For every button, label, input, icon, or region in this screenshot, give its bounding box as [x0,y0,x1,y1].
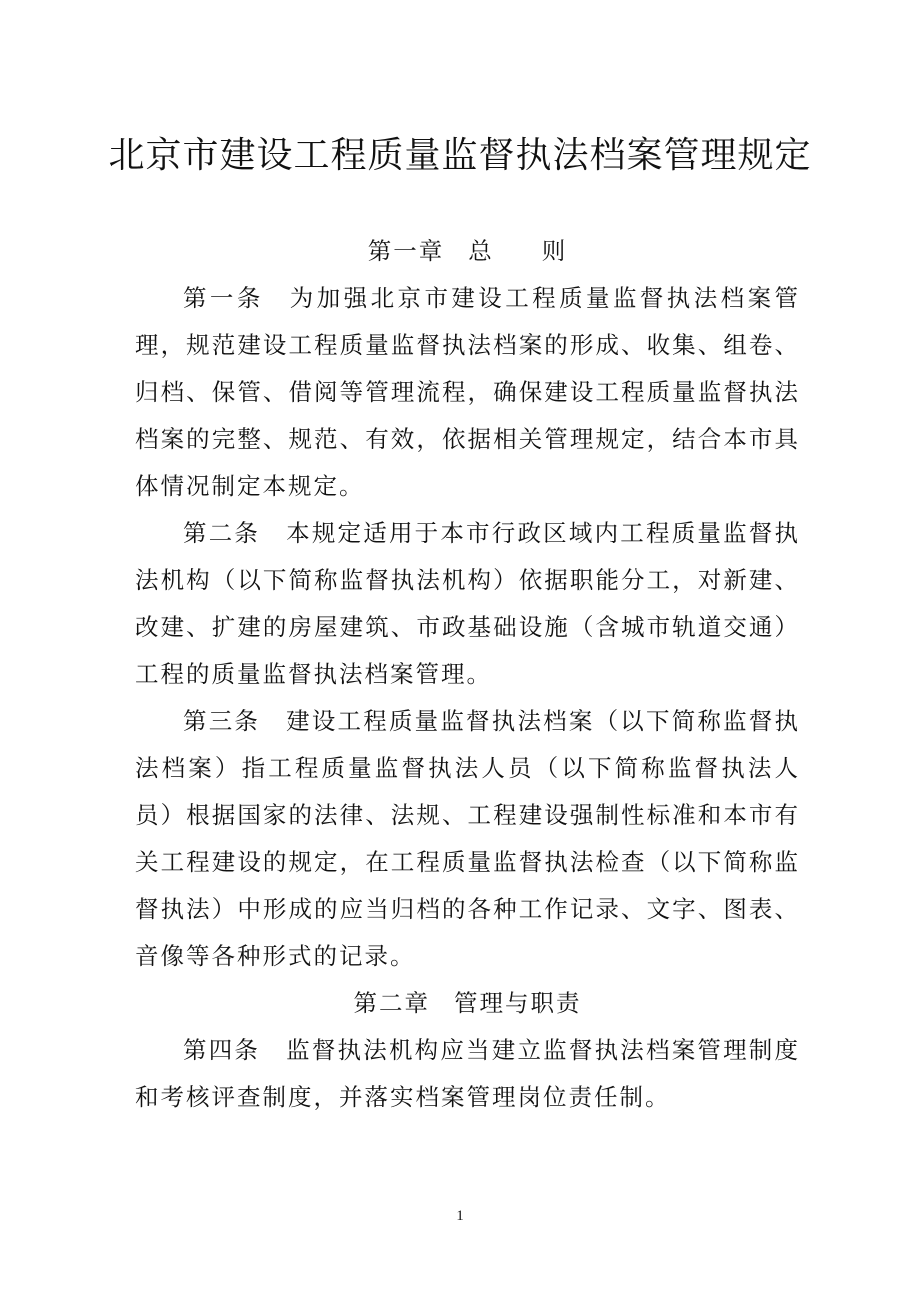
chapter-heading-2 [135,980,800,1027]
article-number: 第四条 [183,1036,261,1064]
article-number: 第三条 [183,707,261,735]
chapter-name: 管理与职责 [454,989,582,1017]
article-4 [135,1027,800,1121]
article-2 [135,510,800,698]
chapter-number: 第二章 [353,989,430,1017]
article-3 [135,698,800,980]
article-text: 监督执法机构应当建立监督执法档案管理制度和考核评查制度，并落实档案管理岗位责任制。 [135,1036,801,1111]
article-number: 第二条 [183,519,261,547]
article-1 [135,275,800,510]
chapter-number: 第一章 [367,237,445,265]
chapter-name-part: 则 [541,237,568,265]
article-text: 建设工程质量监督执法档案（以下简称监督执法档案）指工程质量监督执法人员（以下简称监督执法人员）根据国家的法律、法规、工程建设强制性标准和本市有关工程建设的规定，在工程质量监督执法检查（以下简称监督执法）中形成的应当归档的各种工作记录、文字、图表、音像等各种形式的记录。 [135,707,801,970]
page-number: 1 [456,1208,464,1224]
document-body [135,228,800,1121]
article-text: 本规定适用于本市行政区域内工程质量监督执法机构（以下简称监督执法机构）依据职能分工，对新建、改建、扩建的房屋建筑、市政基础设施（含城市轨道交通）工程的质量监督执法档案管理。 [135,519,801,688]
article-text: 为加强北京市建设工程质量监督执法档案管理，规范建设工程质量监督执法档案的形成、收集、组卷、归档、保管、借阅等管理流程，确保建设工程质量监督执法档案的完整、规范、有效，依据相关管理规定，结合本市具体情况制定本规定。 [135,284,801,500]
document-title: 北京市建设工程质量监督执法档案管理规定 [108,135,812,176]
chapter-heading-1 [135,228,800,275]
article-number: 第一条 [183,284,264,312]
chapter-name-part: 总 [468,237,494,265]
